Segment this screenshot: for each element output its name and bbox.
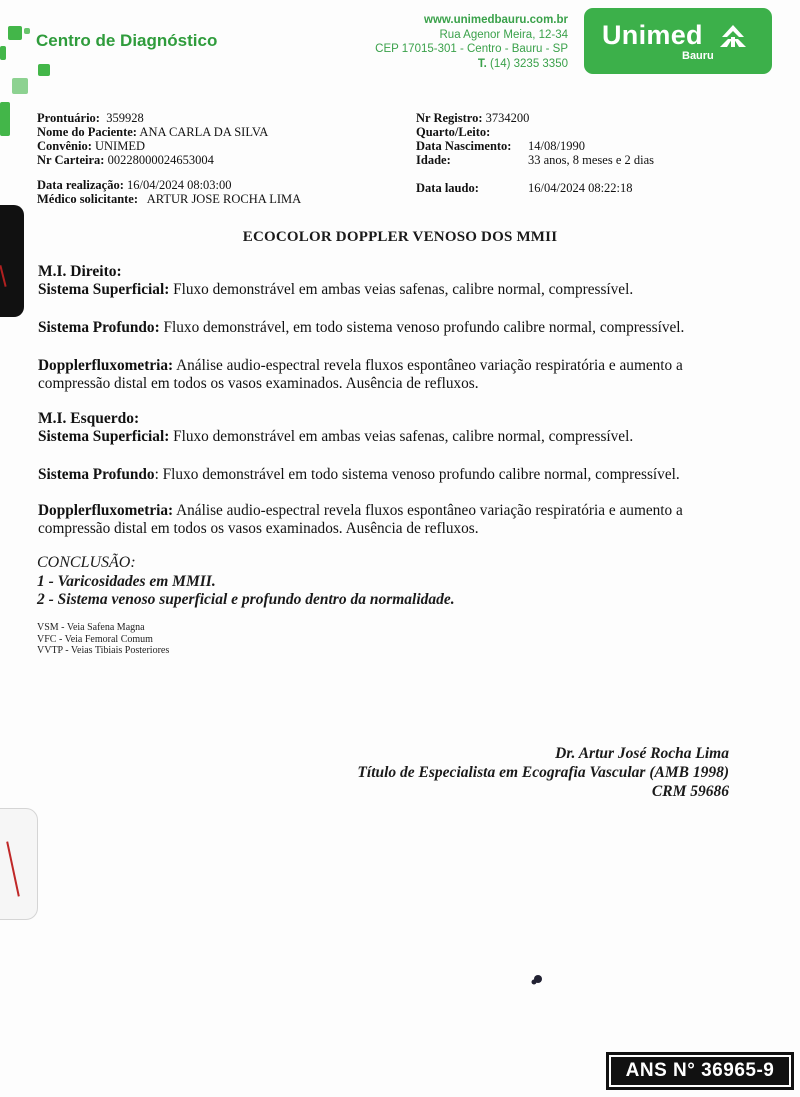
- data-realizacao-value: 16/04/2024 08:03:00: [127, 178, 232, 192]
- medico-label: Médico solicitante:: [37, 192, 139, 206]
- quarto-label: Quarto/Leito:: [416, 125, 491, 139]
- data-realizacao-label: Data realização:: [37, 178, 124, 192]
- carteira-label: Nr Carteira:: [37, 153, 105, 167]
- conclusion-heading: CONCLUSÃO:: [37, 554, 136, 571]
- right-deep-paragraph: [38, 319, 728, 337]
- left-deep-text: : Fluxo demonstrável em todo sistema venoso profundo calibre normal, compressível.: [154, 466, 680, 483]
- exam-info: [37, 178, 301, 206]
- patient-name-label: Nome do Paciente:: [37, 125, 137, 139]
- unimed-logo: [584, 8, 772, 74]
- physician-name: Dr. Artur José Rocha Lima: [555, 745, 729, 762]
- conclusion-item: 2 - Sistema venoso superficial e profundo dentro da normalidade.: [37, 591, 455, 608]
- center-name: Centro de Diagnóstico: [36, 31, 218, 50]
- brand-city: Bauru: [682, 50, 714, 62]
- laudo-info: [416, 181, 633, 195]
- left-doppler-paragraph: [38, 502, 728, 538]
- convenio-value: UNIMED: [95, 139, 145, 153]
- right-doppler-label: Dopplerfluxometria:: [38, 357, 174, 374]
- laudo-label: Data laudo:: [416, 181, 479, 195]
- patient-name-value: ANA CARLA DA SILVA: [139, 125, 269, 139]
- laudo-value: 16/04/2024 08:22:18: [528, 181, 633, 195]
- phone-prefix: T.: [477, 57, 487, 70]
- ans-stamp-text: ANS N° 36965-9: [609, 1055, 791, 1087]
- phone-line: [375, 57, 568, 72]
- ans-stamp: [606, 1052, 794, 1090]
- record-info: [416, 111, 654, 167]
- right-leg-heading: M.I. Direito:: [38, 263, 122, 280]
- physician-crm: CRM 59686: [651, 783, 729, 800]
- binder-tab-mark: [0, 808, 38, 920]
- contact-block: [375, 13, 568, 71]
- idade-value: 33 anos, 8 meses e 2 dias: [528, 153, 655, 167]
- abbreviations-list: [37, 622, 169, 657]
- physician-signature: [357, 744, 729, 801]
- conclusion-item: 1 - Varicosidades em MMII.: [37, 572, 216, 590]
- physician-title: Título de Especialista em Ecografia Vascular (AMB 1998): [357, 764, 729, 781]
- abbreviation-item: VSM - Veia Safena Magna: [37, 622, 145, 633]
- phone-number: (14) 3235 3350: [489, 57, 568, 70]
- right-deep-label: Sistema Profundo:: [38, 319, 160, 336]
- abbreviation-item: VFC - Veia Femoral Comum: [37, 633, 153, 645]
- right-superficial-label: Sistema Superficial:: [38, 281, 170, 298]
- report-title: ECOCOLOR DOPPLER VENOSO DOS MMII: [242, 229, 558, 245]
- binder-clip-mark: [0, 205, 24, 317]
- left-superficial-text: Fluxo demonstrável em ambas veias safenas, calibre normal, compressível.: [173, 428, 634, 445]
- left-deep-paragraph: [38, 466, 728, 484]
- ink-stain-icon: [530, 974, 544, 986]
- medico-value: ARTUR JOSE ROCHA LIMA: [146, 192, 302, 206]
- right-deep-text: Fluxo demonstrável, em todo sistema venoso profundo calibre normal, compressível.: [163, 319, 685, 336]
- registro-label: Nr Registro:: [416, 111, 483, 125]
- prontuario-label: Prontuário:: [37, 111, 100, 125]
- address: Rua Agenor Meira, 12-34: [439, 28, 568, 41]
- nascimento-label: Data Nascimento:: [416, 139, 512, 153]
- left-leg-heading: M.I. Esquerdo:: [38, 410, 140, 427]
- unimed-emblem-icon: [718, 23, 748, 49]
- brand-name: Unimed: [602, 20, 703, 50]
- registro-value: 3734200: [485, 111, 530, 125]
- prontuario-value: 359928: [106, 111, 144, 125]
- idade-label: Idade:: [416, 153, 451, 167]
- left-doppler-text: Análise audio-espectral revela fluxos espontâneo variação respiratória e aumento a compressão distal em todos os vasos examinados. Ausência de refluxos.: [38, 502, 683, 537]
- nascimento-value: 14/08/1990: [528, 139, 585, 153]
- abbreviation-item: VVTP - Veias Tibiais Posteriores: [37, 645, 170, 656]
- carteira-value: 00228000024653004: [107, 153, 214, 167]
- cep-line: CEP 17015-301 - Centro - Bauru - SP: [375, 43, 568, 55]
- right-doppler-text: Análise audio-espectral revela fluxos espontâneo variação respiratória e aumento a compressão distal em todos os vasos examinados. Ausência de refluxos.: [38, 357, 683, 392]
- left-leg-section: [38, 410, 728, 446]
- patient-info: [37, 111, 268, 167]
- left-deep-label: Sistema Profundo: [38, 466, 155, 483]
- conclusion-section: [37, 554, 455, 610]
- right-leg-section: [38, 263, 728, 299]
- convenio-label: Convênio:: [37, 139, 92, 153]
- left-doppler-label: Dopplerfluxometria:: [38, 502, 174, 519]
- left-superficial-label: Sistema Superficial:: [38, 428, 170, 445]
- website-url: www.unimedbauru.com.br: [424, 14, 568, 26]
- right-superficial-text: Fluxo demonstrável em ambas veias safenas, calibre normal, compressível.: [173, 281, 634, 298]
- right-doppler-paragraph: [38, 357, 728, 393]
